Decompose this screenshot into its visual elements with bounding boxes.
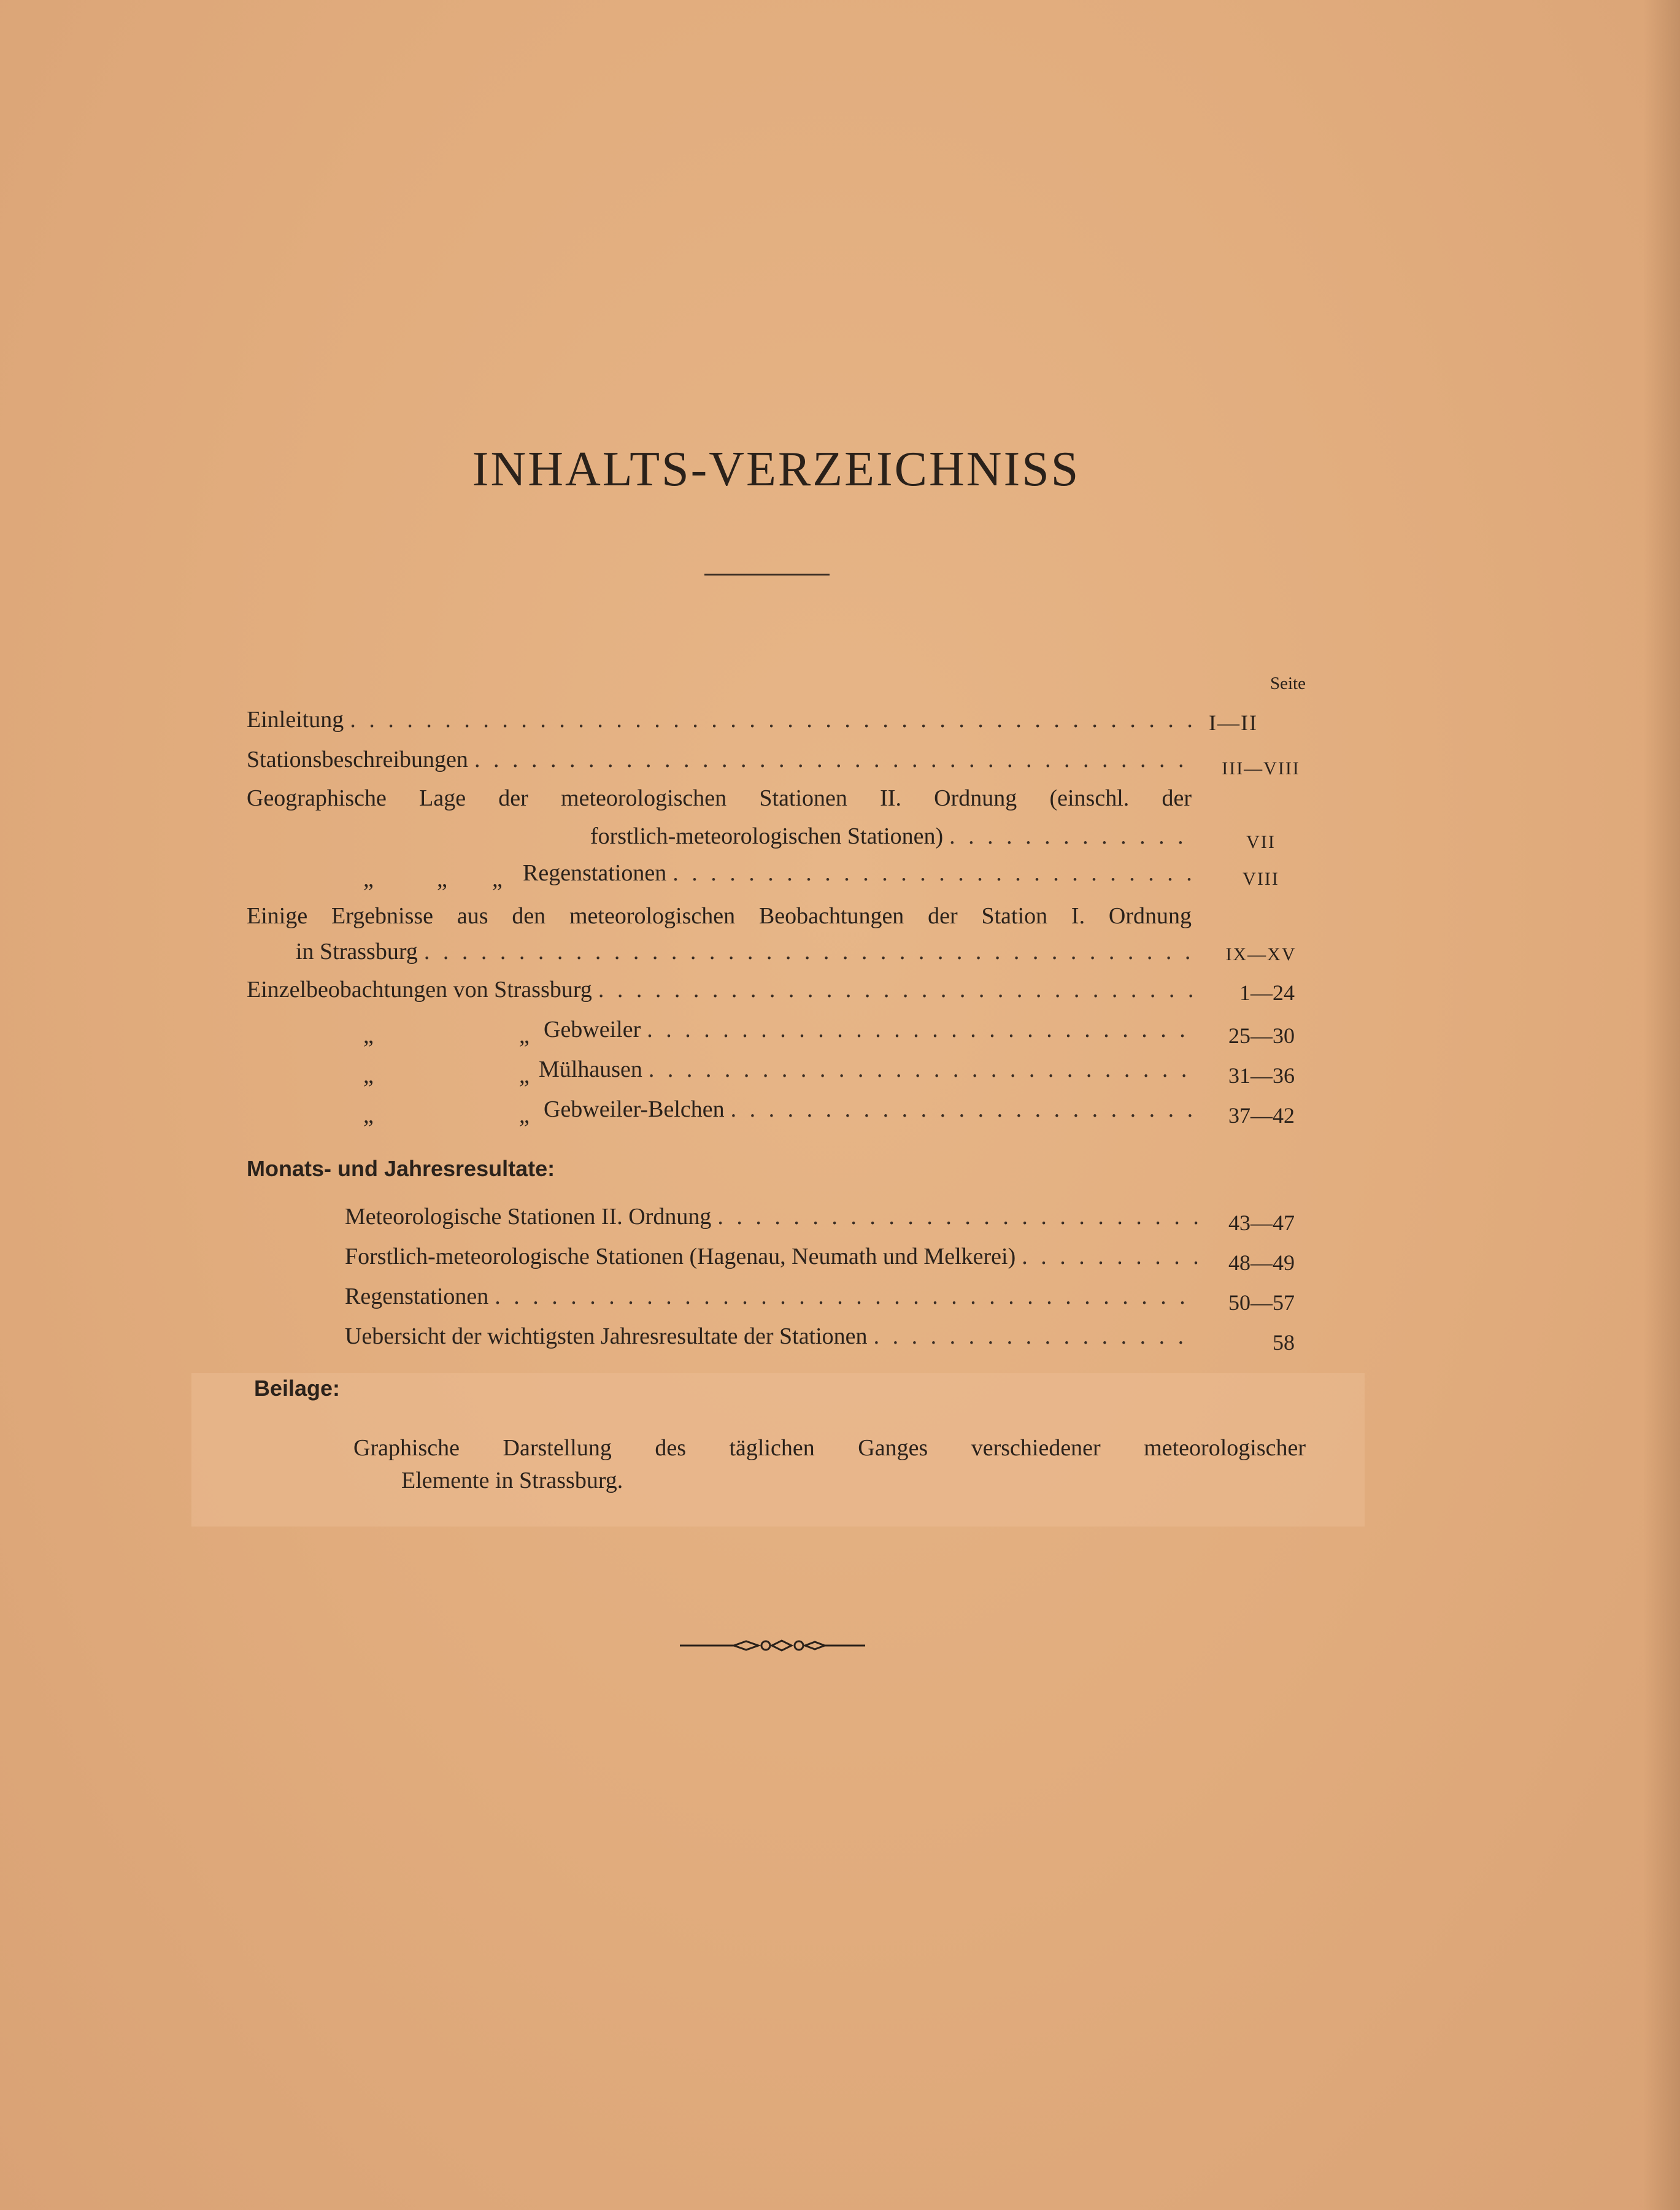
toc-entry-pages: 25—30 [1228,1023,1295,1048]
beilage-text-line2: Elemente in Strassburg. [401,1468,623,1493]
toc-entry-pages: 37—42 [1228,1103,1295,1128]
beilage-text-line1: Graphische Darstellung des täglichen Ganges verschiedener meteorologischer [353,1435,1306,1461]
toc-entry-einleitung[interactable] [247,704,1204,735]
toc-entry-label: Gebweiler [544,1017,641,1042]
toc-entry-label: Gebweiler-Belchen [544,1096,725,1122]
toc-entry-label: Regenstationen [345,1284,489,1309]
ditto-mark: „ [519,1063,530,1088]
toc-entry-pages: III—VIII [1222,758,1300,779]
dot-leader [424,936,1198,967]
ditto-mark: „ [492,866,503,892]
dot-leader [649,1054,1198,1085]
toc-entry-gebweiler-belchen[interactable] [544,1094,1204,1125]
dot-leader [598,974,1198,1005]
ditto-mark: „ [519,1103,530,1128]
paper-edge-shadow [1643,0,1680,2210]
toc-entry-geographische-line2[interactable] [590,821,1204,852]
toc-entry-label: Forstlich-meteorologische Stationen (Hagenau, Neumath und Melkerei) [345,1244,1016,1269]
toc-entry-pages: IX—XV [1225,944,1297,964]
toc-entry-label: forstlich-meteorologischen Stationen) [590,823,944,849]
dot-leader [874,1321,1198,1352]
toc-entry-pages: VII [1246,832,1276,852]
toc-entry-label: Regenstationen [523,860,667,886]
toc-entry-label: Uebersicht der wichtigsten Jahresresultate der Stationen [345,1323,868,1349]
toc-entry-regenstationen-monats[interactable] [345,1281,1204,1312]
ditto-mark: „ [519,1023,530,1049]
toc-entry-label: Meteorologische Stationen II. Ordnung [345,1204,712,1230]
toc-entry-regenstationen[interactable] [523,858,1204,888]
toc-entry-uebersicht[interactable] [345,1321,1204,1352]
toc-entry-muelhausen[interactable] [539,1054,1204,1085]
dot-leader [1022,1241,1198,1272]
toc-entry-einige-line2[interactable] [296,936,1204,967]
section-heading-beilage: Beilage: [254,1376,341,1401]
title-rule [704,574,830,576]
toc-entry-pages: 1—24 [1239,980,1295,1005]
ditto-mark: „ [363,1023,374,1049]
dot-leader [350,704,1198,735]
toc-entry-gebweiler[interactable] [544,1014,1204,1045]
dot-leader [647,1014,1198,1045]
ditto-mark: „ [363,1103,374,1128]
toc-entry-meteorologische-stationen[interactable] [345,1201,1204,1232]
dot-leader [474,744,1198,775]
toc-entry-pages: 31—36 [1228,1063,1295,1088]
toc-entry-pages: VIII [1243,869,1279,889]
toc-entry-pages: 48—49 [1228,1250,1295,1275]
toc-entry-pages: 43—47 [1228,1211,1295,1235]
toc-entry-pages: I—II [1209,710,1258,735]
toc-entry-pages: 58 [1273,1330,1295,1355]
ditto-mark: „ [363,1063,374,1088]
toc-entry-label: Einleitung [247,707,344,733]
dot-leader [672,858,1198,888]
section-heading-monats: Monats- und Jahresresultate: [247,1156,555,1181]
toc-entry-label: Einzelbeobachtungen von Strassburg [247,977,592,1003]
ditto-mark: „ [363,866,374,892]
toc-entry-label: Stationsbeschreibungen [247,747,468,772]
toc-entry-geographische-line1[interactable]: Geographische Lage der meteorologischen Stationen II. Ordnung (einschl. der [247,785,1192,811]
ditto-mark: „ [437,866,447,892]
dot-leader [731,1094,1198,1125]
dot-leader [717,1201,1198,1232]
dot-leader [495,1281,1198,1312]
page-title: INHALTS-VERZEICHNISS [472,442,1081,496]
toc-entry-pages: 50—57 [1228,1290,1295,1315]
toc-entry-forstlich-meteorologische[interactable] [345,1241,1204,1272]
toc-entry-einzelbeobachtungen[interactable] [247,974,1204,1005]
dot-leader [949,821,1198,852]
toc-entry-stationsbeschreibungen[interactable] [247,744,1204,775]
toc-entry-einige-line1[interactable]: Einige Ergebnisse aus den meteorologischen Beobachtungen der Station I. Ordnung [247,903,1192,929]
seite-column-label: Seite [1270,674,1306,693]
toc-entry-label: Mülhausen [539,1057,642,1082]
decorative-ornament [680,1633,865,1658]
toc-entry-label: in Strassburg [296,939,418,964]
